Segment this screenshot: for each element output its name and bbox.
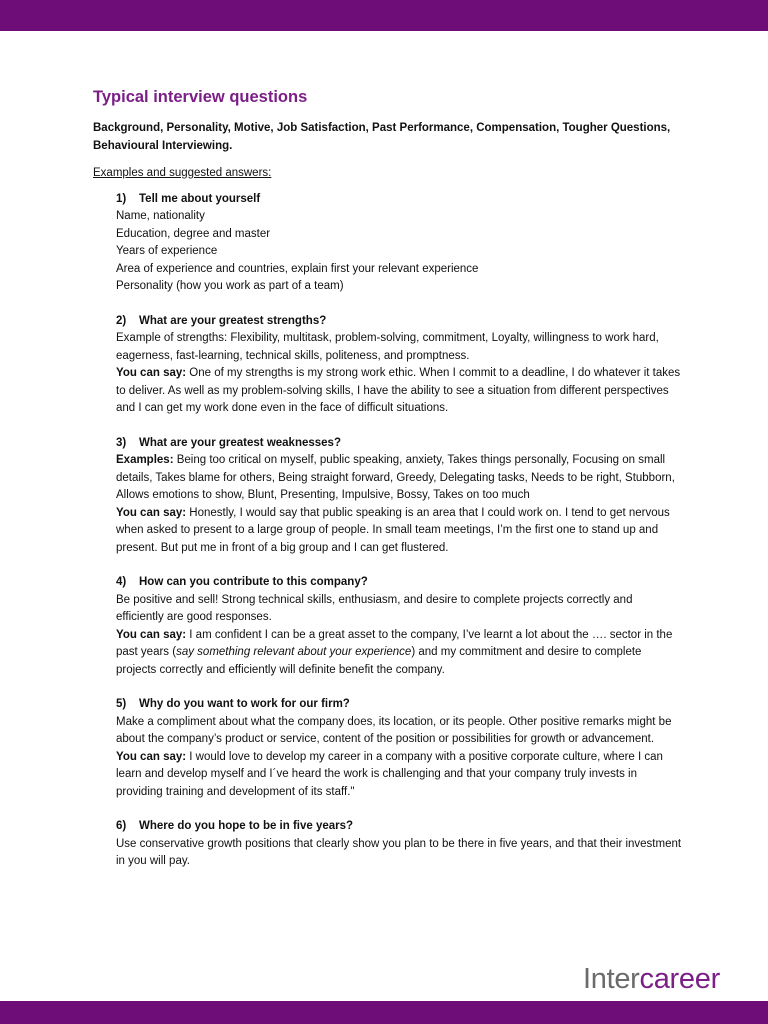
question-2-number: 2) (116, 314, 127, 327)
q1-line: Name, nationality (116, 210, 205, 222)
question-2-title (116, 313, 683, 331)
examples-label: Examples: (116, 454, 174, 466)
question-2 (116, 313, 683, 418)
q1-line: Area of experience and countries, explain first your relevant experience (116, 262, 479, 275)
q4-answer (116, 627, 683, 680)
question-4 (116, 574, 683, 679)
question-6-title-text: Where do you hope to be in five years? (139, 820, 354, 832)
q2-answer (116, 365, 683, 418)
question-4-number: 4) (116, 576, 127, 588)
you-can-say-label: You can say: (116, 367, 187, 379)
logo-part-career: career (639, 963, 720, 995)
question-3 (116, 435, 683, 558)
question-6 (116, 818, 683, 871)
question-1-title (116, 191, 683, 209)
q4-answer-italic: say something relevant about your experience (176, 646, 412, 658)
top-brand-bar (0, 0, 768, 31)
question-3-title (116, 435, 683, 453)
question-1 (116, 191, 683, 296)
q3-answer-text: Honestly, I would say that public speaking is an area that I could work on. I tend to get nervous when asked to present to a large group of people. In small team meetings, I’m the first one to stand up and present. But put me in front of a big group and I can get flustered. (116, 506, 670, 554)
question-3-title-text: What are your greatest weaknesses? (139, 436, 341, 449)
question-4-title (116, 574, 683, 592)
question-4-title-text: How can you contribute to this company? (139, 576, 368, 588)
you-can-say-label: You can say: (116, 628, 187, 641)
logo-part-inter: Inter (583, 963, 640, 995)
question-2-title-text: What are your greatest strengths? (139, 314, 327, 327)
q3-answer (116, 505, 683, 558)
question-3-number: 3) (116, 436, 127, 449)
question-5-number: 5) (116, 698, 127, 710)
you-can-say-label: You can say: (116, 750, 187, 763)
q3-examples-text: Being too critical on myself, public speaking, anxiety, Takes things personally, Focusing on small details, Takes blame for others, Being straight forward, Greedy, Delegating tasks, Needs to be right, Stubborn, Allows emotions to show, Blunt, Presenting, Impulsive, Bossy, Takes on too much (116, 454, 675, 501)
document-body (93, 88, 683, 888)
question-1-number: 1) (116, 192, 127, 205)
q1-line: Personality (how you work as part of a team) (116, 280, 344, 292)
q1-line: Education, degree and master (116, 227, 271, 240)
bottom-brand-bar (0, 1001, 768, 1024)
q4-text: Be positive and sell! Strong technical skills, enthusiasm, and desire to complete projects correctly and efficiently are good responses. (116, 593, 633, 623)
q2-example: Example of strengths: Flexibility, multitask, problem-solving, commitment, Loyalty, willingness to work hard, eagerness, fast-learning, technical skills, politeness, and promptness. (116, 332, 659, 362)
q4-answer-text-a: I am confident I can be a great asset to the company, I’ve learnt a lot about the …. sector in the past years ( (116, 628, 673, 658)
q2-answer-text: One of my strengths is my strong work ethic. When I commit to a deadline, I do whatever it takes to deliver. As well as my problem-solving skills, I have the ability to see a situation from different perspectives and I can get my work done even in the face of difficult situations. (116, 367, 681, 414)
question-6-title (116, 818, 683, 836)
intro-topics: Background, Personality, Motive, Job Satisfaction, Past Performance, Compensation, Tougher Questions, Behavioural Interviewing. (93, 122, 671, 152)
examples-heading: Examples and suggested answers: (93, 167, 272, 179)
q4-answer-text-b: ) and my commitment and desire to complete projects correctly and efficiently will definite benefit the company. (116, 646, 642, 676)
document-title: Typical interview questions (93, 88, 308, 106)
q5-answer-text: I would love to develop my career in a company with a positive corporate culture, where I can learn and develop myself and I´ve heard the work is challenging and that your company truly invests in providing training and development of its staff." (116, 750, 663, 798)
question-6-number: 6) (116, 820, 127, 832)
question-5-title-text: Why do you want to work for our firm? (139, 698, 350, 710)
question-5-title (116, 696, 683, 714)
q6-text: Use conservative growth positions that clearly show you plan to be there in five years, and that their investment in you will pay. (116, 837, 682, 867)
you-can-say-label: You can say: (116, 506, 187, 519)
question-1-title-text: Tell me about yourself (139, 192, 261, 205)
q3-examples (116, 452, 683, 505)
q5-text: Make a compliment about what the company does, its location, or its people. Other positive remarks might be about the company’s product or service, content of the position or possibilities for growth or advancement. (116, 715, 672, 745)
q1-line: Years of experience (116, 245, 218, 257)
intercareer-logo (583, 962, 720, 996)
q5-answer (116, 749, 683, 802)
question-5 (116, 696, 683, 801)
